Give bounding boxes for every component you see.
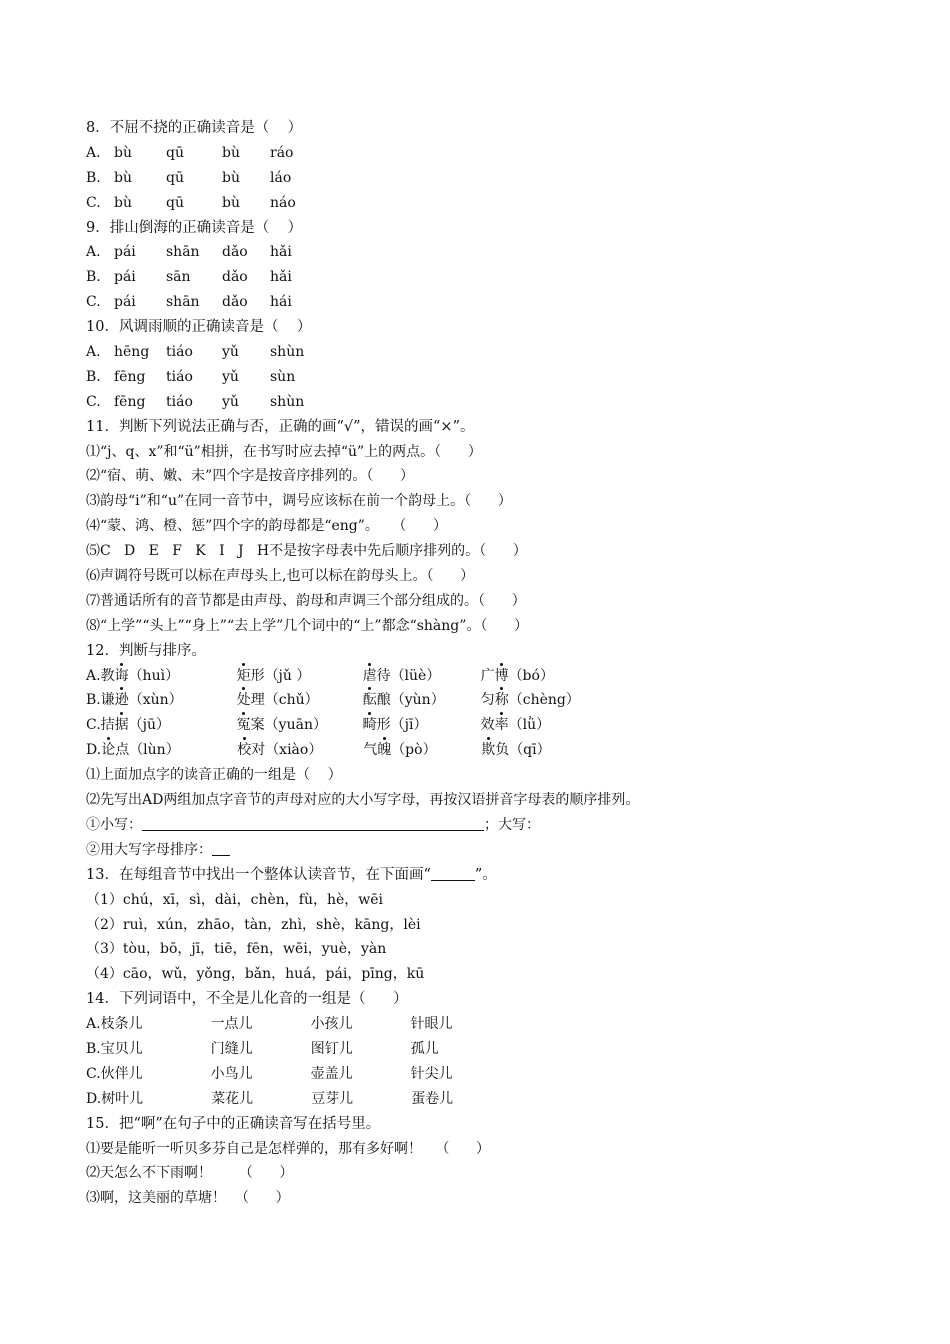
q14-word: 蛋卷儿 [411, 1090, 454, 1107]
q12-row [86, 688, 926, 713]
q14-word: 图钉儿 [310, 1040, 353, 1057]
q9-option: A. pái shān dǎo hǎi [86, 244, 292, 261]
q12-word-groups [86, 664, 926, 764]
q14-word-groups [86, 1012, 926, 1112]
q11-item: ⑵“宿、萌、嫩、未”四个字是按音序排列的。（ ） [86, 468, 415, 485]
q14-row [86, 1012, 926, 1037]
q14-row [86, 1037, 926, 1062]
q11-item: ⑹声调符号既可以标在声母头上,也可以标在韵母头上。（ ） [86, 568, 475, 585]
q12-word: 冤案（yuān） [237, 713, 363, 738]
q13-item: （4）cāo，wǔ，yǒng，bǎn，huá，pái，pīng，kū [86, 966, 425, 983]
q12-word: 矩形（jǔ ） [237, 664, 363, 689]
q14-row-label: B. [86, 1040, 101, 1057]
sort-answer-blank[interactable] [212, 840, 230, 856]
q14-word: 针尖儿 [410, 1065, 453, 1082]
q14-word: 菜花儿 [211, 1090, 254, 1107]
q9-stem: 9．排山倒海的正确读音是（ ） [86, 219, 303, 236]
q12-pinyin: （chǔ） [264, 692, 319, 709]
q12-pinyin: （lǜ） [508, 717, 551, 734]
q12-sort-line: ②用大写字母排序： [86, 838, 926, 863]
q12-row-label: D. [86, 742, 102, 759]
q12-word: 畸形（jī） [363, 713, 481, 738]
q11-item: ⑶韵母“i”和“u”在同一音节中，调号应该标在前一个韵母上。（ ） [86, 493, 512, 510]
q14-row [86, 1087, 926, 1112]
q12-word: 谦逊（xùn） [101, 688, 237, 713]
q12-pinyin: （jī） [390, 717, 428, 734]
q12-pinyin: （yùn） [390, 692, 445, 709]
q12-row-label: C. [86, 717, 101, 734]
q8-option: A. bù qū bù ráo [86, 144, 294, 161]
dotted-character: 逊 [115, 688, 129, 713]
q12-row-label: B. [86, 692, 101, 709]
q8-option: B. bù qū bù láo [86, 169, 292, 186]
q14-row [86, 1062, 926, 1087]
q14-word: 小孩儿 [310, 1016, 353, 1033]
q14-row-label: D. [86, 1090, 102, 1107]
q12-word: 广博（bó） [481, 664, 621, 689]
q14-word: 宝贝儿 [100, 1040, 143, 1057]
q11-item: ⑴“j、q、x”和“ü”相拼，在书写时应去掉“ü”上的两点。（ ） [86, 443, 482, 460]
q12-row [86, 664, 926, 689]
q9-option: B. pái sān dǎo hǎi [86, 269, 292, 286]
q12-word: 虐待（lüè） [363, 664, 481, 689]
q12-pinyin: （pò） [391, 742, 437, 759]
q12-pinyin: （lùn） [129, 742, 180, 759]
dotted-character: 处 [237, 688, 251, 713]
q8-option: C. bù qū bù náo [86, 194, 296, 211]
dotted-character: 称 [495, 688, 509, 713]
q12-pinyin: （lüè） [390, 667, 441, 684]
q12-word: 校对（xiào） [237, 738, 363, 763]
worksheet [86, 116, 926, 1211]
q14-word: 针眼儿 [410, 1016, 453, 1033]
dotted-character: 据 [115, 713, 129, 738]
q12-pinyin: （xiào） [265, 742, 323, 759]
q13-item: （1）chú，xī，sì，dài，chèn，fù，hè，wēi [86, 891, 384, 908]
q9-options [86, 240, 926, 315]
dotted-character: 矩 [237, 664, 251, 689]
q14-word: 伙伴儿 [100, 1065, 143, 1082]
dotted-character: 校 [237, 738, 251, 763]
q12-word: 酝酿（yùn） [363, 688, 481, 713]
q14-word: 孤儿 [410, 1040, 439, 1057]
q12-row-label: A. [86, 667, 101, 684]
q12-pinyin: （chèng） [508, 692, 580, 709]
q10-options [86, 340, 926, 415]
dotted-character: 博 [495, 664, 509, 689]
q15-item: ⑵天怎么不下雨啊！ （ ） [86, 1165, 294, 1182]
dotted-character: 论 [101, 738, 115, 763]
q9-option: C. pái shān dǎo hái [86, 294, 292, 311]
q11-item: ⑷“蒙、鸿、橙、惩”四个字的韵母都是“eng”。 （ ） [86, 518, 447, 535]
q14-row-label: C. [86, 1065, 101, 1082]
underline-sample [431, 865, 475, 881]
q12-pinyin: （jǔ ） [264, 667, 311, 684]
q10-option: B. fēng tiáo yǔ sùn [86, 368, 296, 385]
q12-word: 效率（lǜ） [481, 713, 621, 738]
q12-word: 气魄（pò） [363, 738, 481, 763]
q8-options [86, 141, 926, 216]
q8-stem: 8．不屈不挠的正确读音是（ ） [86, 120, 303, 136]
q12-pinyin: （jū） [128, 717, 171, 734]
q11-item: ⑻“上学”“头上”“身上”“去上学”几个词中的“上”都念“shàng”。（ ） [86, 617, 529, 634]
q10-stem: 10．风调雨顺的正确读音是（ ） [86, 319, 312, 336]
q14-word: 壶盖儿 [310, 1065, 353, 1082]
q12-word: 匀称（chèng） [481, 688, 621, 713]
dotted-character: 酝 [363, 688, 377, 713]
q12-pinyin: （qī） [509, 742, 551, 759]
q12-lowercase-line: ①小写： ；大写： [86, 816, 540, 833]
q12-word: 教诲（huì） [101, 664, 237, 689]
q14-word: 豆芽儿 [311, 1090, 354, 1107]
q11-stem: 11．判断下列说法正确与否，正确的画“√”，错误的画“×”。 [86, 418, 475, 435]
q12-stem: 12．判断与排序。 [86, 642, 206, 659]
q10-option: C. fēng tiáo yǔ shùn [86, 393, 305, 410]
q14-stem: 14．下列词语中，不全是儿化音的一组是（ ） [86, 991, 408, 1008]
q13-stem: 13．在每组音节中找出一个整体认读音节，在下面画“ ”。 [86, 866, 497, 883]
q12-pinyin: （yuān） [264, 717, 327, 734]
q14-word: 门缝儿 [210, 1040, 253, 1057]
q15-item: ⑶啊，这美丽的草塘！ （ ） [86, 1190, 290, 1207]
q12-pinyin: （huì） [128, 667, 180, 684]
q12-word: 处理（chǔ） [237, 688, 363, 713]
q12-sub1: ⑴上面加点字的读音正确的一组是（ ） [86, 767, 342, 784]
q11-item: ⑺普通话所有的音节都是由声母、韵母和声调三个部分组成的。（ ） [86, 592, 526, 609]
q14-word: 枝条儿 [100, 1016, 143, 1033]
q10-option: A. hēng tiáo yǔ shùn [86, 344, 305, 361]
dotted-character: 率 [495, 713, 509, 738]
q14-row-label: A. [86, 1016, 101, 1033]
q12-pinyin: （bó） [508, 667, 554, 684]
q15-item: ⑴要是能听一听贝多芬自己是怎样弹的，那有多好啊！ （ ） [86, 1140, 491, 1157]
dotted-character: 诲 [115, 664, 129, 689]
q11-item: ⑸C D E F K I J H不是按字母表中先后顺序排列的。（ ） [86, 543, 527, 560]
q12-word: 欺负（qī） [481, 738, 621, 763]
q12-row [86, 738, 926, 763]
dotted-character: 畸 [363, 713, 377, 738]
q12-pinyin: （xùn） [128, 692, 183, 709]
q12-sub2: ⑵先写出AD两组加点字音节的声母对应的大小写字母，再按汉语拼音字母表的顺序排列。 [86, 792, 640, 809]
q14-word: 树叶儿 [101, 1090, 144, 1107]
dotted-character: 虐 [363, 664, 377, 689]
dotted-character: 冤 [237, 713, 251, 738]
q12-word: 论点（lùn） [101, 738, 237, 763]
q12-word: 拮据（jū） [101, 713, 237, 738]
q14-word: 小鸟儿 [210, 1065, 253, 1082]
q13-item: （2）ruì，xún，zhāo，tàn，zhì，shè，kāng，lèi [86, 916, 421, 933]
q14-word: 一点儿 [210, 1016, 253, 1033]
lowercase-answer-blank[interactable] [142, 815, 484, 831]
q12-row [86, 713, 926, 738]
dotted-character: 欺 [481, 738, 495, 763]
q13-item: （3）tòu，bō，jī，tiē，fēn，wēi，yuè，yàn [86, 941, 387, 958]
dotted-character: 魄 [377, 738, 391, 763]
q15-stem: 15．把“啊”在句子中的正确读音写在括号里。 [86, 1115, 381, 1132]
